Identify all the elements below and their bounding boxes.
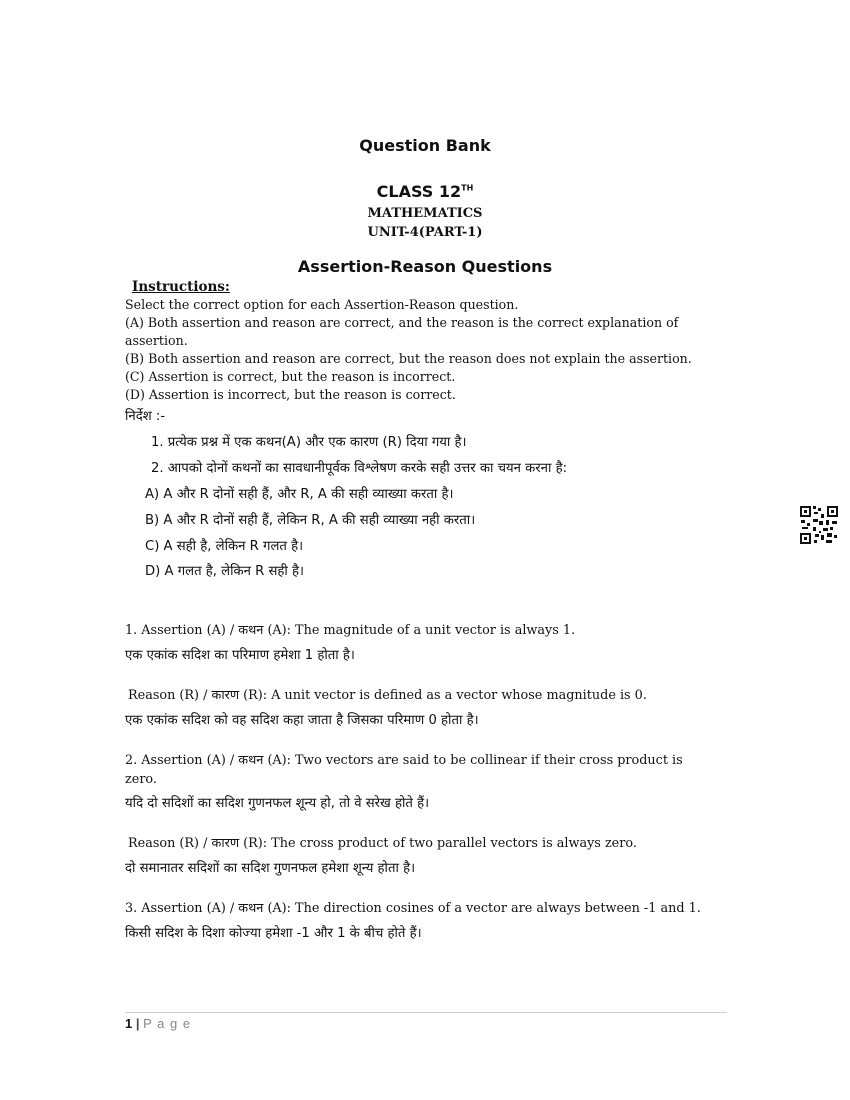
q3-assertion-hindi: किसी सदिश के दिशा कोज्या हमेशा -1 और 1 के बीच होते हैं। [125,926,422,941]
instruction-line: (D) Assertion is incorrect, but the reason is correct. [125,387,456,402]
q1-reason: Reason (R) / कारण (R): A unit vector is defined as a vector whose magnitude is 0. [128,688,647,703]
qr-code-icon [799,505,839,545]
unit-heading: UNIT-4(PART-1) [367,225,483,240]
q2-assertion: 2. Assertion (A) / कथन (A): Two vectors are said to be collinear if their cross product is [125,753,683,768]
q1-assertion-hindi: एक एकांक सदिश का परिमाण हमेशा 1 होता है। [125,648,355,663]
page-number: 1 [125,1016,133,1031]
page-label: P a g e [143,1016,192,1031]
class-heading [0,182,850,201]
hindi-instructions-heading: निर्देश :- [125,409,166,424]
hindi-option: B) A और R दोनों सही हैं, लेकिन R, A की सही व्याख्या नही करता। [145,513,476,528]
instruction-line: (A) Both assertion and reason are correct, and the reason is the correct explanation of [125,315,679,330]
q1-assertion: 1. Assertion (A) / कथन (A): The magnitude of a unit vector is always 1. [125,623,576,638]
instruction-line: (B) Both assertion and reason are correct, but the reason does not explain the assertion. [125,351,692,366]
class-superscript: TH [461,183,474,193]
page-footer [125,1016,191,1031]
instruction-line: Select the correct option for each Assertion-Reason question. [125,297,519,312]
hindi-option: A) A और R दोनों सही हैं, और R, A की सही व्याख्या करता है। [145,487,454,502]
hindi-option: C) A सही है, लेकिन R गलत है। [145,539,304,554]
instruction-line: (C) Assertion is correct, but the reason is incorrect. [125,369,456,384]
hindi-option: D) A गलत है, लेकिन R सही है। [145,564,305,579]
footer-divider [125,1012,727,1013]
hindi-instruction-point: 1. प्रत्येक प्रश्न में एक कथन(A) और एक कारण (R) दिया गया है। [151,435,467,450]
q2-assertion-hindi: यदि दो सदिशों का सदिश गुणनफल शून्य हो, तो वे सरेख होते हैं। [125,796,430,811]
section-title: Assertion-Reason Questions [297,257,553,276]
q2-reason-hindi: दो समानातर सदिशों का सदिश गुणनफल हमेशा शून्य होता है। [125,861,416,876]
q2-assertion-continued: zero. [125,772,157,787]
q3-assertion: 3. Assertion (A) / कथन (A): The direction cosines of a vector are always between -1 and 1. [125,901,701,916]
q1-reason-hindi: एक एकांक सदिश को वह सदिश कहा जाता है जिसका परिमाण 0 होता है। [125,713,479,728]
subject-heading: MATHEMATICS [367,206,483,221]
instruction-line: assertion. [125,333,188,348]
instructions-heading: Instructions: [132,279,230,295]
hindi-instruction-point: 2. आपको दोनों कथनों का सावधानीपूर्वक विश्लेषण करके सही उत्तर का चयन करना है: [151,461,568,476]
class-label: CLASS 12 [376,182,462,201]
q2-reason: Reason (R) / कारण (R): The cross product of two parallel vectors is always zero. [128,836,637,851]
page-title: Question Bank [359,136,491,155]
footer-separator: | [135,1016,140,1031]
